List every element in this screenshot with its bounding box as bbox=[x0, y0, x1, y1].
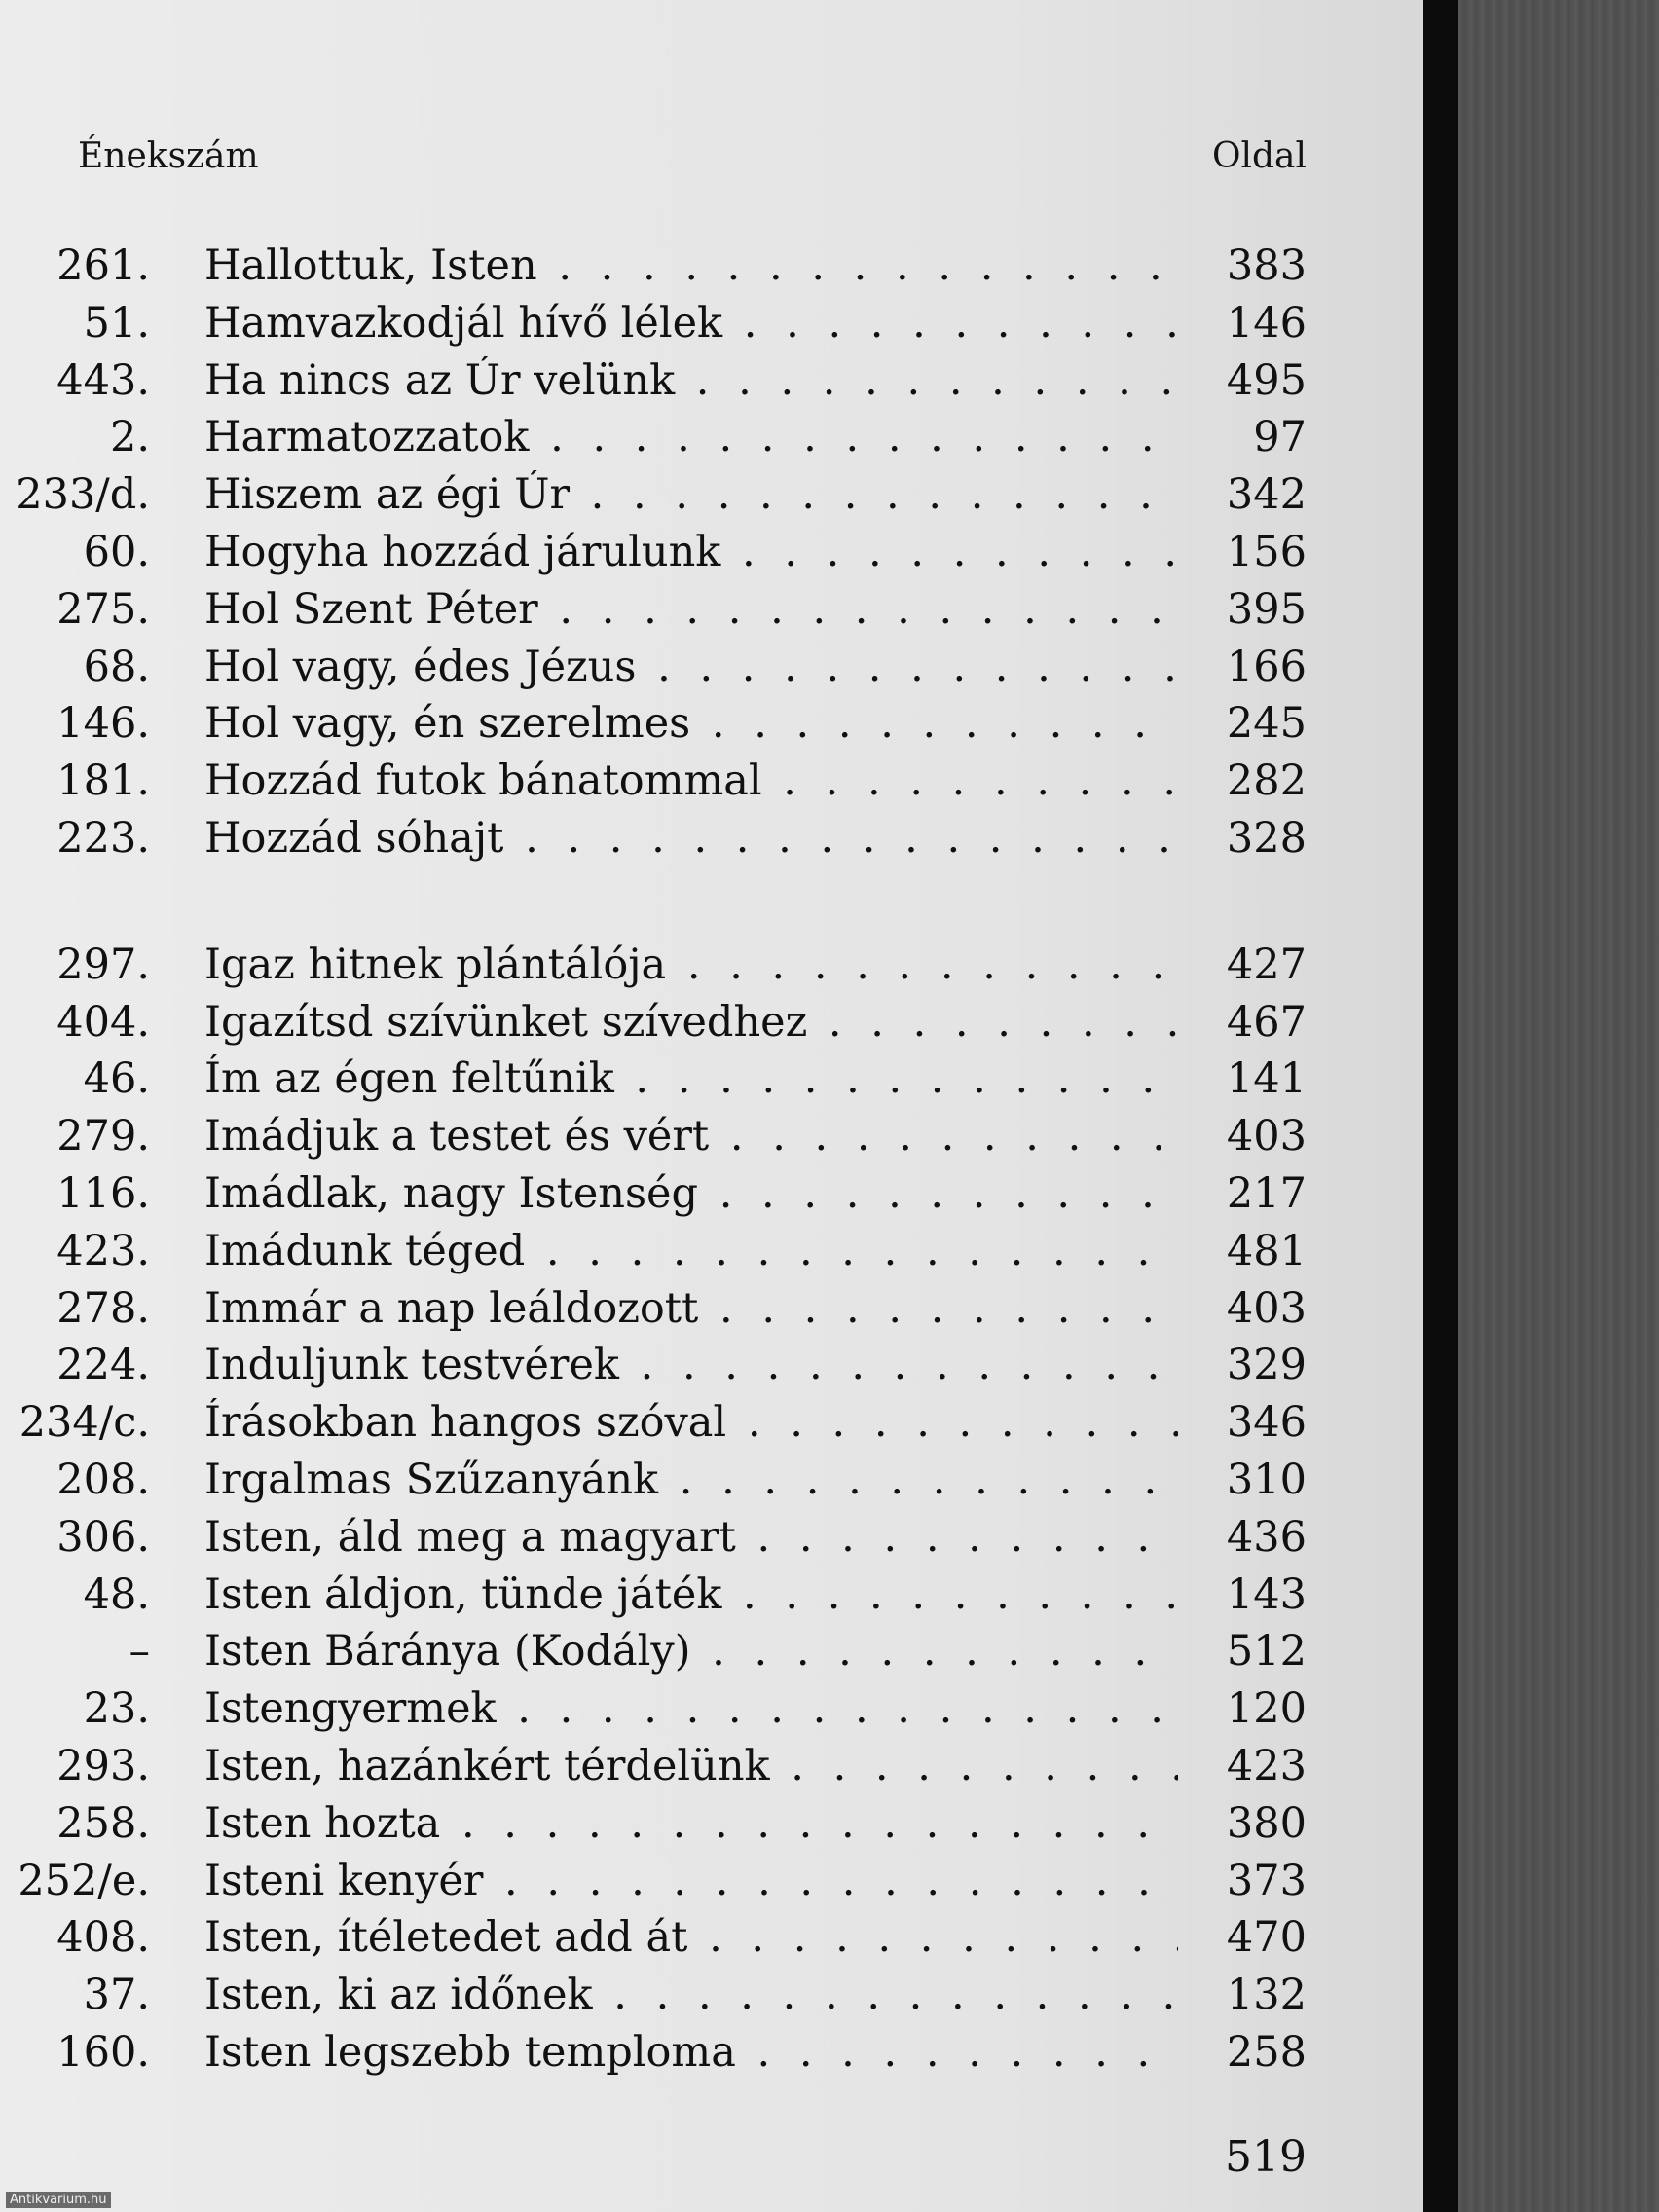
index-entry bbox=[0, 2028, 1423, 2085]
song-title: Ím az égen feltűnik . . . bbox=[204, 1054, 1178, 1103]
page-reference: 143 bbox=[1226, 1569, 1307, 1619]
page-reference: 470 bbox=[1226, 1913, 1307, 1963]
song-title: Hamvazkodjál hívő lélek . . . bbox=[204, 299, 1178, 348]
index-entry bbox=[0, 1971, 1423, 2028]
page-reference: 403 bbox=[1226, 1112, 1307, 1161]
song-number: 443. bbox=[56, 355, 150, 405]
index-entry bbox=[0, 241, 1423, 299]
page-reference: 132 bbox=[1226, 1971, 1307, 2020]
song-title: Hogyha hozzád járulunk . . . bbox=[204, 528, 1178, 576]
index-entry bbox=[0, 1513, 1423, 1570]
index-entry bbox=[0, 299, 1423, 356]
page-reference: 258 bbox=[1226, 2027, 1307, 2077]
song-title: Isten, áld meg a magyart . . . bbox=[204, 1513, 1178, 1562]
index-entry bbox=[0, 643, 1423, 700]
index-entry bbox=[0, 1857, 1423, 1914]
index-entry bbox=[0, 1112, 1423, 1169]
song-title: Irgalmas Szűzanyánk . . . bbox=[204, 1456, 1178, 1504]
book-spine bbox=[1423, 0, 1458, 2212]
song-title: Hol vagy, édes Jézus . . . bbox=[204, 643, 1178, 691]
index-entry bbox=[0, 1054, 1423, 1112]
page-reference: 436 bbox=[1226, 1512, 1307, 1562]
song-title: Írásokban hangos szóval . . . bbox=[204, 1398, 1178, 1447]
song-title: Imádlak, nagy Istenség . . . bbox=[204, 1169, 1178, 1218]
song-title: Hol vagy, én szerelmes . . . bbox=[204, 699, 1178, 748]
song-number: 306. bbox=[56, 1512, 150, 1562]
index-entry bbox=[0, 1169, 1423, 1227]
song-number: 160. bbox=[56, 2027, 150, 2077]
song-number: 261. bbox=[56, 241, 150, 290]
index-entry bbox=[0, 756, 1423, 814]
page-reference: 156 bbox=[1226, 527, 1307, 576]
page-reference: 467 bbox=[1226, 997, 1307, 1047]
song-title: Ha nincs az Úr velünk . . . bbox=[204, 356, 1178, 405]
column-header bbox=[78, 136, 1307, 179]
song-title: Isten, hazánkért térdelünk . . . bbox=[204, 1742, 1178, 1790]
song-title: Isteni kenyér . . . bbox=[204, 1857, 1178, 1905]
page-reference: 380 bbox=[1226, 1798, 1307, 1848]
song-title: Hallottuk, Isten . . . bbox=[204, 241, 1178, 290]
page-reference: 166 bbox=[1226, 642, 1307, 691]
song-number: 234/c. bbox=[18, 1398, 150, 1448]
index-entry bbox=[0, 1684, 1423, 1742]
song-number: 181. bbox=[56, 756, 150, 806]
index-entry bbox=[0, 356, 1423, 414]
index-entry bbox=[0, 1742, 1423, 1799]
song-number: 68. bbox=[83, 642, 150, 691]
song-number: – bbox=[129, 1627, 150, 1677]
index-entry bbox=[0, 940, 1423, 998]
index-entry bbox=[0, 1456, 1423, 1513]
song-title: Isten, ki az időnek . . . bbox=[204, 1971, 1178, 2019]
song-title: Harmatozzatok . . . bbox=[204, 413, 1178, 461]
page-reference: 373 bbox=[1226, 1856, 1307, 1905]
song-number: 252/e. bbox=[18, 1856, 150, 1905]
song-number: 224. bbox=[56, 1341, 150, 1390]
song-number: 116. bbox=[56, 1168, 150, 1218]
page-reference: 481 bbox=[1226, 1226, 1307, 1275]
song-title: Istengyermek . . . bbox=[204, 1684, 1178, 1733]
index-entry bbox=[0, 1398, 1423, 1456]
index-entry bbox=[0, 528, 1423, 585]
header-song-number: Énekszám bbox=[78, 136, 259, 176]
index-entry bbox=[0, 470, 1423, 528]
page-reference: 282 bbox=[1226, 756, 1307, 806]
song-title: Isten áldjon, tünde játék . . . bbox=[204, 1570, 1178, 1619]
page-reference: 120 bbox=[1226, 1684, 1307, 1734]
index-entry bbox=[0, 699, 1423, 756]
song-title: Igaz hitnek plántálója . . . bbox=[204, 940, 1178, 989]
song-number: 146. bbox=[56, 699, 150, 749]
song-number: 423. bbox=[56, 1226, 150, 1275]
song-number: 46. bbox=[83, 1054, 150, 1104]
song-title: Hozzád sóhajt . . . bbox=[204, 814, 1178, 863]
index-entry bbox=[0, 814, 1423, 871]
page-reference: 383 bbox=[1226, 241, 1307, 290]
background-surface bbox=[1458, 0, 1659, 2212]
song-number: 297. bbox=[56, 940, 150, 989]
page-reference: 423 bbox=[1226, 1741, 1307, 1790]
song-title: Hiszem az égi Úr . . . bbox=[204, 470, 1178, 519]
song-number: 293. bbox=[56, 1741, 150, 1790]
index-entry bbox=[0, 1341, 1423, 1398]
index-entry bbox=[0, 1913, 1423, 1971]
song-title: Isten hozta . . . bbox=[204, 1799, 1178, 1848]
song-title: Isten Báránya (Kodály) . . . bbox=[204, 1627, 1178, 1676]
page-reference: 427 bbox=[1226, 940, 1307, 989]
song-number: 258. bbox=[56, 1798, 150, 1848]
header-page: Oldal bbox=[1211, 136, 1307, 176]
song-number: 233/d. bbox=[16, 470, 150, 520]
index-entry bbox=[0, 1284, 1423, 1342]
page-reference: 97 bbox=[1253, 413, 1307, 462]
page-reference: 403 bbox=[1226, 1283, 1307, 1333]
song-title: Imádunk téged . . . bbox=[204, 1227, 1178, 1275]
page-reference: 328 bbox=[1226, 813, 1307, 863]
page-reference: 512 bbox=[1226, 1627, 1307, 1677]
index-entry bbox=[0, 1799, 1423, 1857]
watermark-label: Antikvarium.hu bbox=[6, 2192, 111, 2208]
song-number: 60. bbox=[83, 527, 150, 576]
page-reference: 395 bbox=[1226, 584, 1307, 634]
song-number: 279. bbox=[56, 1112, 150, 1161]
page-reference: 310 bbox=[1226, 1455, 1307, 1504]
song-title: Imádjuk a testet és vért . . . bbox=[204, 1112, 1178, 1161]
page-reference: 495 bbox=[1226, 355, 1307, 405]
page-reference: 141 bbox=[1226, 1054, 1307, 1104]
index-entry bbox=[0, 585, 1423, 643]
index-entry bbox=[0, 413, 1423, 470]
song-title: Isten legszebb temploma . . . bbox=[204, 2028, 1178, 2077]
song-number: 2. bbox=[109, 413, 150, 462]
song-title: Igazítsd szívünket szívedhez . . . bbox=[204, 998, 1178, 1047]
song-title: Isten, ítéletedet add át . . . bbox=[204, 1913, 1178, 1962]
song-number: 37. bbox=[83, 1971, 150, 2020]
song-number: 275. bbox=[56, 584, 150, 634]
song-number: 23. bbox=[83, 1684, 150, 1734]
index-list bbox=[0, 241, 1423, 2085]
page-reference: 217 bbox=[1226, 1168, 1307, 1218]
song-number: 48. bbox=[83, 1569, 150, 1619]
index-entry bbox=[0, 1627, 1423, 1684]
song-number: 208. bbox=[56, 1455, 150, 1504]
page-reference: 346 bbox=[1226, 1398, 1307, 1448]
song-number: 408. bbox=[56, 1913, 150, 1963]
song-number: 51. bbox=[83, 298, 150, 348]
song-title: Induljunk testvérek . . . bbox=[204, 1341, 1178, 1389]
page-reference: 245 bbox=[1226, 699, 1307, 749]
song-number: 404. bbox=[56, 997, 150, 1047]
song-title: Immár a nap leáldozott . . . bbox=[204, 1284, 1178, 1333]
page-reference: 146 bbox=[1226, 298, 1307, 348]
index-entry bbox=[0, 998, 1423, 1055]
page-reference: 342 bbox=[1226, 470, 1307, 520]
index-entry bbox=[0, 1227, 1423, 1284]
page-reference: 329 bbox=[1226, 1341, 1307, 1390]
song-number: 223. bbox=[56, 813, 150, 863]
song-number: 278. bbox=[56, 1283, 150, 1333]
page-number: 519 bbox=[1225, 2132, 1307, 2182]
index-entry bbox=[0, 1570, 1423, 1628]
song-title: Hozzád futok bánatommal . . . bbox=[204, 756, 1178, 805]
song-title: Hol Szent Péter . . . bbox=[204, 585, 1178, 634]
